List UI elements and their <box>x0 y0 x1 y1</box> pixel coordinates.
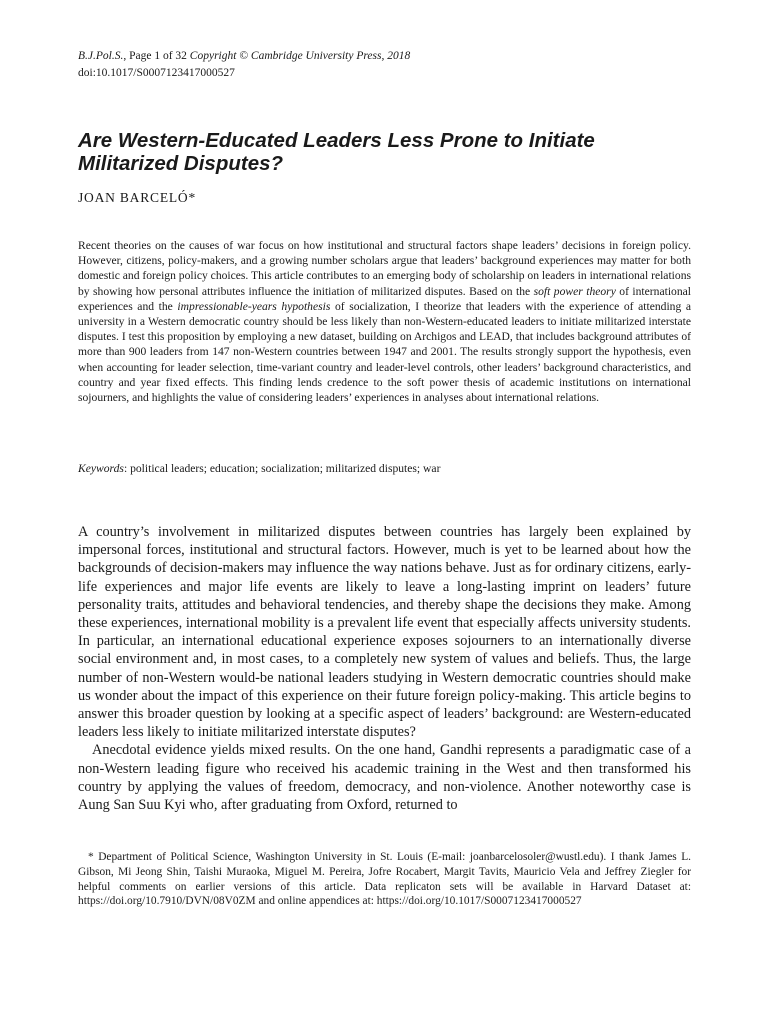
article-body <box>78 523 691 814</box>
abstract-text-1: Recent theories on the causes of war focus on how institutional and structural factors shape leaders’ decisions in foreign policy. However, citizens, policy-makers, and a growing number scholars argue that leaders’ background experiences may matter for both domestic and foreign policy choices. This article contributes to an emerging body of scholarship on leaders in international relations by showing how personal attributes influence the initiation of militarized disputes. Based on the <box>78 239 691 298</box>
abstract-emphasis-1: soft power theory <box>533 284 616 298</box>
journal-header <box>78 48 688 82</box>
author-name: JOAN BARCELÓ* <box>78 190 197 205</box>
body-paragraph-2: Anecdotal evidence yields mixed results. On the one hand, Gandhi represents a paradigmatic case of a non-Western leading figure who received his academic training in the West and then transformed his country by applying the values of freedom, democracy, and non-violence. Another noteworthy case is Aung San Suu Kyi who, after graduating from Oxford, returned to <box>78 742 691 814</box>
body-paragraph-1: A country’s involvement in militarized disputes between countries has largely been explained by impersonal forces, institutional and structural factors. However, much is yet to be learned about how the backgrounds of decision-makers may influence the way nations behave. Just as for ordinary citizens, early-life experiences and major life events are likely to leave a long-lasting imprint on leaders’ future personality traits, attitudes and behavioral tendencies, and thereby shape the decisions they make. Among these experiences, international mobility is a prevalent life event that especially affects university students. In particular, an international educational experience exposes sojourners to an internationally diverse social environment and, in most cases, to a completely new system of values and beliefs. Thus, the large number of non-Western would-be national leaders studying in Western democratic countries should make us wonder about the impact of this experience on their future foreign policy-making. This article begins to answer this broader question by looking at a specific aspect of leaders’ background: are Western-educated leaders less likely to initiate militarized interstate disputes? <box>78 524 691 741</box>
journal-name: B.J.Pol.S. <box>78 50 124 62</box>
article-title: Are Western-Educated Leaders Less Prone to Initiate Militarized Disputes? <box>78 129 595 175</box>
author-footnote: * Department of Political Science, Washington University in St. Louis (E-mail: joanbarcelosoler@wustl.edu). I thank James L. Gibson, Mi Jeong Shin, Taishi Muraoka, Miguel M. Pereira, Jofre Rocabert, Margit Tavits, Mauricio Vela and Jeffrey Ziegler for helpful comments on earlier versions of this article. Data replicaton sets will be available in Harvard Dataset at: https://doi.org/10.7910/DVN/08V0ZM and online appendices at: https://doi.org/10.1017/S0007123417000527 <box>78 851 691 908</box>
doi-line: doi:10.1017/S0007123417000527 <box>78 67 235 79</box>
keywords-list: : political leaders; education; socialization; militarized disputes; war <box>123 462 441 475</box>
abstract <box>78 238 691 405</box>
copyright-notice: Copyright © Cambridge University Press, 2018 <box>189 50 411 62</box>
abstract-emphasis-2: impressionable-years hypothesis <box>177 299 331 313</box>
citation-line <box>78 48 688 65</box>
abstract-text-2: of international experiences and the <box>78 284 692 313</box>
keywords-label: Keywords <box>78 462 124 475</box>
abstract-text-3: of socialization, I theorize that leaders with the experience of attending a university in a Western democratic country should be less likely than non-Western-educated leaders to initiate militarized interstate disputes. I test this proposition by employing a new dataset, building on Archigos and LEAD, that includes background attributes of more than 900 leaders from 147 non-Western countries between 1947 and 2001. The results strongly support the hypothesis, even when accounting for leader selection, time-variant country and leader-level controls, other leaders’ background characteristics, and country and year fixed effects. This finding lends credence to the soft power thesis of academic institutions on international sojourners, and highlights the value of considering leaders’ experiences in analyses about international relations. <box>78 299 692 405</box>
page-number: , Page 1 of 32 <box>123 50 190 62</box>
keywords <box>78 461 691 476</box>
